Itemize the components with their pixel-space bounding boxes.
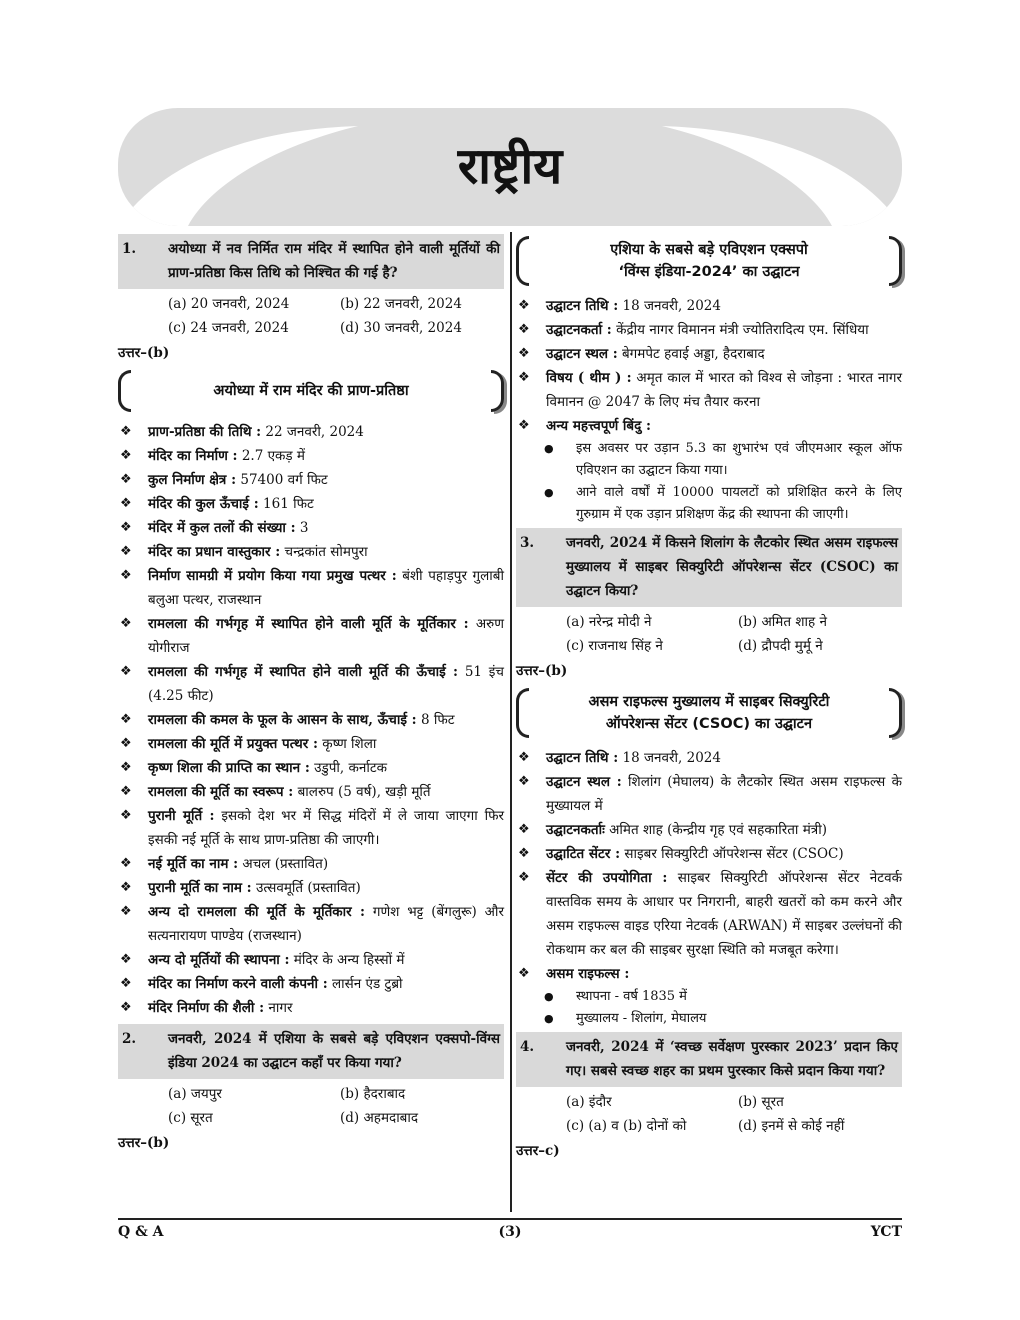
question-text: जनवरी, 2024 में एशिया के सबसे बड़े एविएशन एक्सपो-विंग्स इंडिया 2024 का उद्घाटन कहाँ पर किया गया? bbox=[168, 1031, 500, 1071]
answer-2: उत्तर–(b) bbox=[118, 1135, 170, 1151]
list-item: ❖ अन्य दो मूर्तियों की स्थापना : मंदिर के अन्य हिस्सों में bbox=[118, 948, 504, 972]
diamond-bullet-icon: ❖ bbox=[518, 822, 530, 837]
diamond-bullet-icon: ❖ bbox=[518, 370, 530, 385]
answer-4: उत्तर–c) bbox=[516, 1143, 560, 1159]
diamond-bullet-icon: ❖ bbox=[120, 880, 132, 895]
option: (b) 22 जनवरी, 2024 bbox=[340, 296, 462, 312]
section-heading bbox=[118, 368, 504, 414]
diamond-bullet-icon: ❖ bbox=[120, 856, 132, 871]
title-banner bbox=[118, 108, 902, 226]
option: (d) इनमें से कोई नहीं bbox=[738, 1118, 845, 1134]
list-item: ❖ उद्घाटन स्थल : शिलांग (मेघालय) के लैटकोर स्थित असम राइफल्स के मुख्यायल में bbox=[516, 770, 902, 818]
list-item: ❖ उद्घाटन तिथि : 18 जनवरी, 2024 bbox=[516, 294, 902, 318]
option: (b) सूरत bbox=[738, 1094, 784, 1110]
sub-list-item: ● आने वाले वर्षों में 10000 पायलटों को प्रशिक्षित करने के लिए गुरुग्राम में एक उड़ान प्रशिक्षण केंद्र की स्थापना की जाएगी। bbox=[516, 482, 902, 526]
list-item: ❖ प्राण-प्रतिष्ठा की तिथि : 22 जनवरी, 2024 bbox=[118, 420, 504, 444]
answer-1: उत्तर–(b) bbox=[118, 345, 170, 361]
question-text: जनवरी, 2024 में ‘स्वच्छ सर्वेक्षण पुरस्कार 2023’ प्रदान किए गए। सबसे स्वच्छ शहर का प्रथम पुरस्कार किसे प्रदान किया गया? bbox=[566, 1039, 898, 1079]
question-number: 1. bbox=[122, 241, 137, 257]
option: (c) 24 जनवरी, 2024 bbox=[168, 320, 289, 336]
answer-3: उत्तर–(b) bbox=[516, 663, 568, 679]
dot-bullet-icon: ● bbox=[544, 1012, 554, 1025]
diamond-bullet-icon: ❖ bbox=[120, 952, 132, 967]
diamond-bullet-icon: ❖ bbox=[120, 472, 132, 487]
list-item: ❖ असम राइफल्स : bbox=[516, 962, 902, 986]
option: (a) 20 जनवरी, 2024 bbox=[168, 296, 290, 312]
list-item: ❖ उद्घाटनकर्ता : केंद्रीय नागर विमानन मंत्री ज्योतिरादित्य एम. सिंधिया bbox=[516, 318, 902, 342]
list-item: ❖ अन्य महत्त्वपूर्ण बिंदु : bbox=[516, 414, 902, 438]
question-2 bbox=[118, 1024, 504, 1079]
list-item: ❖ मंदिर का निर्माण : 2.7 एकड़ में bbox=[118, 444, 504, 468]
diamond-bullet-icon: ❖ bbox=[120, 904, 132, 919]
column-divider bbox=[510, 232, 512, 1212]
diamond-bullet-icon: ❖ bbox=[120, 448, 132, 463]
heading-text: एशिया के सबसे बड़े एविएशन एक्सपो ‘विंग्स इंडिया-2024’ का उद्घाटन bbox=[610, 242, 808, 280]
list-item: ❖ अन्य दो रामलला की मूर्ति के मूर्तिकार : गणेश भट्ट (बेंगलुरू) और सत्यनारायण पाण्डेय (राजस्थान) bbox=[118, 900, 504, 948]
option: (a) जयपुर bbox=[168, 1086, 222, 1102]
diamond-bullet-icon: ❖ bbox=[120, 808, 132, 823]
diamond-bullet-icon: ❖ bbox=[120, 568, 132, 583]
question-4 bbox=[516, 1032, 902, 1087]
diamond-bullet-icon: ❖ bbox=[518, 418, 530, 433]
heading-text: अयोध्या में राम मंदिर की प्राण-प्रतिष्ठा bbox=[213, 383, 409, 399]
diamond-bullet-icon: ❖ bbox=[518, 750, 530, 765]
list-item: ❖ उद्घाटन तिथि : 18 जनवरी, 2024 bbox=[516, 746, 902, 770]
question-3 bbox=[516, 528, 902, 607]
question-2-options bbox=[118, 1082, 504, 1130]
list-item: ❖ नई मूर्ति का नाम : अचल (प्रस्तावित) bbox=[118, 852, 504, 876]
diamond-bullet-icon: ❖ bbox=[120, 712, 132, 727]
question-number: 2. bbox=[122, 1031, 137, 1047]
list-item: ❖ मंदिर में कुल तलों की संख्या : 3 bbox=[118, 516, 504, 540]
sub-list-item: ● इस अवसर पर उड़ान 5.3 का शुभारंभ एवं जीएमआर स्कूल ऑफ एविएशन का उद्घाटन किया गया। bbox=[516, 438, 902, 482]
list-item: ❖ मंदिर निर्माण की शैली : नागर bbox=[118, 996, 504, 1020]
option: (b) अमित शाह ने bbox=[738, 614, 827, 630]
heading-text: असम राइफल्स मुख्यालय में साइबर सिक्युरिटी ऑपरेशन्स सेंटर (CSOC) का उद्घाटन bbox=[588, 694, 830, 732]
diamond-bullet-icon: ❖ bbox=[120, 760, 132, 775]
diamond-bullet-icon: ❖ bbox=[120, 496, 132, 511]
fact-list bbox=[516, 294, 902, 526]
option: (a) इंदौर bbox=[566, 1094, 612, 1110]
diamond-bullet-icon: ❖ bbox=[518, 966, 530, 981]
diamond-bullet-icon: ❖ bbox=[120, 784, 132, 799]
option: (c) (a) व (b) दोनों को bbox=[566, 1118, 687, 1134]
footer-rule bbox=[118, 1218, 902, 1220]
question-text: अयोध्या में नव निर्मित राम मंदिर में स्थापित होने वाली मूर्तियों की प्राण-प्रतिष्ठा किस तिथि को निश्चित की गई है? bbox=[168, 241, 500, 281]
list-item: ❖ उद्घाटित सेंटर : साइबर सिक्युरिटी ऑपरेशन्स सेंटर (CSOC) bbox=[516, 842, 902, 866]
list-item: ❖ मंदिर का निर्माण करने वाली कंपनी : लार्सन एंड टुब्रो bbox=[118, 972, 504, 996]
list-item: ❖ रामलला की मूर्ति में प्रयुक्त पत्थर : कृष्ण शिला bbox=[118, 732, 504, 756]
diamond-bullet-icon: ❖ bbox=[518, 870, 530, 885]
dot-bullet-icon: ● bbox=[544, 442, 554, 455]
diamond-bullet-icon: ❖ bbox=[120, 976, 132, 991]
sub-list-item: ● स्थापना - वर्ष 1835 में bbox=[516, 986, 902, 1008]
option: (a) नरेन्द्र मोदी ने bbox=[566, 614, 652, 630]
option: (b) हैदराबाद bbox=[340, 1086, 406, 1102]
question-text: जनवरी, 2024 में किसने शिलांग के लैटकोर स्थित असम राइफल्स मुख्यालय में साइबर सिक्युरिटी ऑपरेशन्स सेंटर (CSOC) का उद्घाटन किया? bbox=[566, 535, 898, 599]
diamond-bullet-icon: ❖ bbox=[518, 322, 530, 337]
diamond-bullet-icon: ❖ bbox=[120, 616, 132, 631]
list-item: ❖ उद्घाटनकर्ताः अमित शाह (केन्द्रीय गृह एवं सहकारिता मंत्री) bbox=[516, 818, 902, 842]
dot-bullet-icon: ● bbox=[544, 486, 554, 499]
question-number: 3. bbox=[520, 535, 535, 551]
list-item: ❖ निर्माण सामग्री में प्रयोग किया गया प्रमुख पत्थर : बंशी पहाड़पुर गुलाबी बलुआ पत्थर, राजस्थान bbox=[118, 564, 504, 612]
option: (c) राजनाथ सिंह ने bbox=[566, 638, 663, 654]
option: (d) द्रौपदी मुर्मू ने bbox=[738, 638, 823, 654]
page-number: (3) bbox=[498, 1224, 522, 1240]
footer-left: Q & A bbox=[118, 1224, 164, 1240]
question-3-options bbox=[516, 610, 902, 658]
sub-list-item: ● मुख्यालय - शिलांग, मेघालय bbox=[516, 1008, 902, 1030]
list-item: ❖ सेंटर की उपयोगिता : साइबर सिक्युरिटी ऑपरेशन्स सेंटर नेटवर्क वास्तविक समय के आधार पर निगरानी, बाहरी खतरों को कम करने और असम राइफल्स वाइड एरिया नेटवर्क (ARWAN) में साइबर उल्लंघनों की रोकथाम कर बल की साइबर सुरक्षा स्थिति को मजबूत करेगा। bbox=[516, 866, 902, 962]
list-item: ❖ रामलला की गर्भगृह में स्थापित होने वाली मूर्ति की ऊँचाई : 51 इंच (4.25 फीट) bbox=[118, 660, 504, 708]
list-item: ❖ विषय ( थीम ) : अमृत काल में भारत को विश्व से जोड़ना : भारत नागर विमानन @ 2047 के लिए मंच तैयार करना bbox=[516, 366, 902, 414]
list-item: ❖ मंदिर का प्रधान वास्तुकार : चन्द्रकांत सोमपुरा bbox=[118, 540, 504, 564]
list-item: ❖ कृष्ण शिला की प्राप्ति का स्थान : उडुपी, कर्नाटक bbox=[118, 756, 504, 780]
section-heading bbox=[516, 234, 902, 288]
question-4-options bbox=[516, 1090, 902, 1138]
diamond-bullet-icon: ❖ bbox=[120, 1000, 132, 1015]
list-item: ❖ पुरानी मूर्ति का नाम : उत्सवमूर्ति (प्रस्तावित) bbox=[118, 876, 504, 900]
page-title: राष्ट्रीय bbox=[457, 137, 563, 195]
fact-list bbox=[516, 746, 902, 1030]
diamond-bullet-icon: ❖ bbox=[518, 346, 530, 361]
list-item: ❖ मंदिर की कुल ऊँचाई : 161 फिट bbox=[118, 492, 504, 516]
list-item: ❖ पुरानी मूर्ति : इसको देश भर में सिद्ध मंदिरों में ले जाया जाएगा फिर इसकी नई मूर्ति के साथ प्राण-प्रतिष्ठा की जाएगी। bbox=[118, 804, 504, 852]
dot-bullet-icon: ● bbox=[544, 990, 554, 1003]
option: (d) अहमदाबाद bbox=[340, 1110, 419, 1126]
left-column bbox=[118, 234, 504, 1158]
list-item: ❖ उद्घाटन स्थल : बेगमपेट हवाई अड्डा, हैदराबाद bbox=[516, 342, 902, 366]
section-heading bbox=[516, 686, 902, 740]
right-column bbox=[516, 234, 902, 1166]
diamond-bullet-icon: ❖ bbox=[120, 736, 132, 751]
list-item: ❖ कुल निर्माण क्षेत्र : 57400 वर्ग फिट bbox=[118, 468, 504, 492]
list-item: ❖ रामलला की मूर्ति का स्वरूप : बालरुप (5 वर्ष), खड़ी मूर्ति bbox=[118, 780, 504, 804]
option: (d) 30 जनवरी, 2024 bbox=[340, 320, 462, 336]
question-1-options bbox=[118, 292, 504, 340]
fact-list bbox=[118, 420, 504, 1020]
list-item: ❖ रामलला की कमल के फूल के आसन के साथ, ऊँचाई : 8 फिट bbox=[118, 708, 504, 732]
diamond-bullet-icon: ❖ bbox=[518, 298, 530, 313]
diamond-bullet-icon: ❖ bbox=[518, 774, 530, 789]
diamond-bullet-icon: ❖ bbox=[518, 846, 530, 861]
diamond-bullet-icon: ❖ bbox=[120, 664, 132, 679]
diamond-bullet-icon: ❖ bbox=[120, 520, 132, 535]
diamond-bullet-icon: ❖ bbox=[120, 424, 132, 439]
option: (c) सूरत bbox=[168, 1110, 213, 1126]
question-number: 4. bbox=[520, 1039, 535, 1055]
diamond-bullet-icon: ❖ bbox=[120, 544, 132, 559]
question-1 bbox=[118, 234, 504, 289]
list-item: ❖ रामलला की गर्भगृह में स्थापित होने वाली मूर्ति के मूर्तिकार : अरुण योगीराज bbox=[118, 612, 504, 660]
footer-right: YCT bbox=[870, 1224, 902, 1240]
